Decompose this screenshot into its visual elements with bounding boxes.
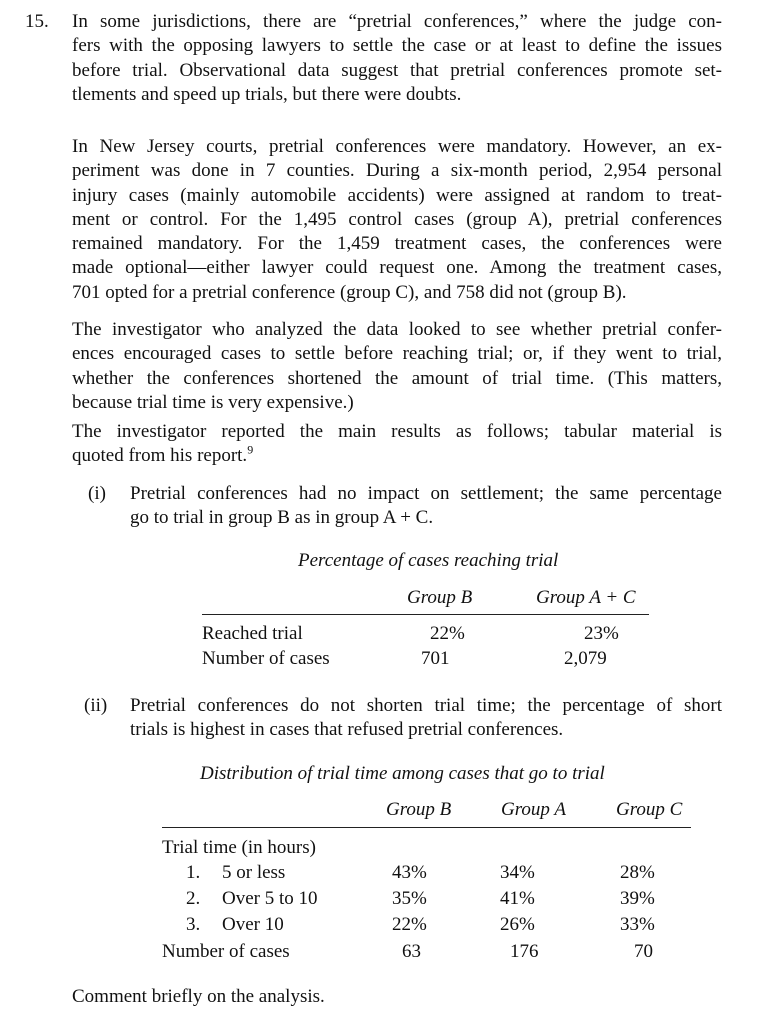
text-line bbox=[72, 184, 722, 208]
table1-header-group-ac: Group A + C bbox=[536, 587, 636, 608]
table1-row-label: Reached trial bbox=[202, 623, 303, 644]
table2-caption: Distribution of trial time among cases that go to trial bbox=[200, 763, 605, 784]
text-line bbox=[130, 482, 722, 506]
text-line-content: before trial. Observational data suggest that pretrial conferences promote set- bbox=[72, 59, 722, 81]
table2-cell: 43% bbox=[392, 862, 427, 883]
item-ii-label: (ii) bbox=[84, 695, 108, 716]
text-line bbox=[72, 208, 722, 232]
item-ii-text bbox=[130, 694, 722, 743]
paragraph-4 bbox=[72, 420, 722, 469]
text-line bbox=[72, 83, 722, 107]
text-line-content: ment or control. For the 1,495 control cases (group A), pretrial conferences bbox=[72, 208, 722, 230]
text-line-content: go to trial in group B as in group A + C. bbox=[130, 507, 434, 529]
paragraph-1 bbox=[72, 10, 722, 107]
text-line-content: 701 opted for a pretrial conference (group C), and 758 did not (group B). bbox=[72, 281, 627, 303]
text-line bbox=[72, 281, 722, 305]
table1-cell: 701 bbox=[421, 648, 450, 669]
table2-cell: 41% bbox=[500, 888, 535, 909]
text-line-content: quoted from his report. bbox=[72, 445, 248, 467]
text-line bbox=[72, 256, 722, 280]
table2-header-group-a: Group A bbox=[501, 799, 566, 820]
table2-row-number: 1. bbox=[186, 862, 201, 883]
table2-row-label: 5 or less bbox=[222, 862, 286, 883]
text-line-content: Pretrial conferences do not shorten trial time; the percentage of short bbox=[130, 695, 722, 716]
table1-cell: 22% bbox=[430, 623, 465, 644]
table1-header-group-b: Group B bbox=[407, 587, 473, 608]
text-line-content: tlements and speed up trials, but there were doubts. bbox=[72, 83, 462, 105]
table2-row-number: 3. bbox=[186, 914, 201, 935]
text-line bbox=[72, 159, 722, 183]
item-i-label: (i) bbox=[88, 483, 106, 504]
text-line bbox=[72, 391, 722, 415]
table2-rule bbox=[162, 827, 691, 828]
paragraph-2 bbox=[72, 135, 722, 305]
table1-rule bbox=[202, 614, 649, 615]
text-line bbox=[72, 34, 722, 58]
table2-cell: 176 bbox=[510, 941, 539, 962]
text-line-content: remained mandatory. For the 1,459 treatment cases, the conferences were bbox=[72, 233, 722, 255]
table2-cell: 63 bbox=[402, 941, 421, 962]
table2-row-label: Over 10 bbox=[222, 914, 284, 935]
text-line-content: periment was done in 7 counties. During a six-month period, 2,954 personal bbox=[72, 160, 722, 182]
text-line bbox=[72, 318, 722, 342]
paragraph-3 bbox=[72, 318, 722, 415]
table1-row-label: Number of cases bbox=[202, 648, 330, 669]
text-line bbox=[72, 59, 722, 83]
text-line-content: injury cases (mainly automobile accidents) were assigned at random to treat- bbox=[72, 184, 722, 206]
table2-cell: 22% bbox=[392, 914, 427, 935]
text-line bbox=[130, 694, 722, 718]
text-line-content: Pretrial conferences had no impact on settlement; the same percentage bbox=[130, 483, 722, 504]
text-line bbox=[72, 10, 722, 34]
table2-cell: 39% bbox=[620, 888, 655, 909]
table2-total-label: Number of cases bbox=[162, 941, 290, 962]
text-line-content: The investigator reported the main results as follows; tabular material is bbox=[72, 421, 722, 442]
table2-row-number: 2. bbox=[186, 888, 201, 909]
text-line-content: In some jurisdictions, there are “pretrial conferences,” where the judge con- bbox=[72, 11, 722, 32]
table2-cell: 26% bbox=[500, 914, 535, 935]
text-line bbox=[72, 232, 722, 256]
text-line-content: trials is highest in cases that refused pretrial conferences. bbox=[130, 719, 564, 741]
table2-cell: 70 bbox=[634, 941, 653, 962]
text-line bbox=[130, 506, 722, 530]
closing-prompt: Comment briefly on the analysis. bbox=[72, 986, 325, 1007]
text-line-content: fers with the opposing lawyers to settle the case or at least to define the issues bbox=[72, 35, 722, 57]
text-line bbox=[72, 420, 722, 444]
text-line-content: The investigator who analyzed the data looked to see whether pretrial confer- bbox=[72, 319, 722, 340]
text-line bbox=[72, 135, 722, 159]
text-line bbox=[72, 367, 722, 391]
text-line bbox=[130, 718, 722, 742]
text-line-content: ences encouraged cases to settle before reaching trial; or, if they went to trial, bbox=[72, 343, 722, 365]
table2-header-group-b: Group B bbox=[386, 799, 452, 820]
table2-cell: 28% bbox=[620, 862, 655, 883]
text-line bbox=[72, 444, 722, 468]
table2-cell: 34% bbox=[500, 862, 535, 883]
problem-number: 15. bbox=[25, 11, 49, 32]
table2-cell: 35% bbox=[392, 888, 427, 909]
table2-header-group-c: Group C bbox=[616, 799, 683, 820]
text-line-content: whether the conferences shortened the amount of trial time. (This matters, bbox=[72, 367, 722, 389]
item-i-text bbox=[130, 482, 722, 531]
footnote-marker: 9 bbox=[247, 442, 254, 457]
table1-cell: 23% bbox=[584, 623, 619, 644]
text-line-content: In New Jersey courts, pretrial conferences were mandatory. However, an ex- bbox=[72, 136, 722, 157]
table1-caption: Percentage of cases reaching trial bbox=[298, 550, 559, 571]
table2-section-label: Trial time (in hours) bbox=[162, 837, 316, 858]
text-line bbox=[72, 342, 722, 366]
table2-cell: 33% bbox=[620, 914, 655, 935]
text-line-content: because trial time is very expensive.) bbox=[72, 391, 354, 413]
table2-row-label: Over 5 to 10 bbox=[222, 888, 318, 909]
text-line-content: made optional—either lawyer could request one. Among the treatment cases, bbox=[72, 257, 722, 279]
table1-cell: 2,079 bbox=[564, 648, 607, 669]
